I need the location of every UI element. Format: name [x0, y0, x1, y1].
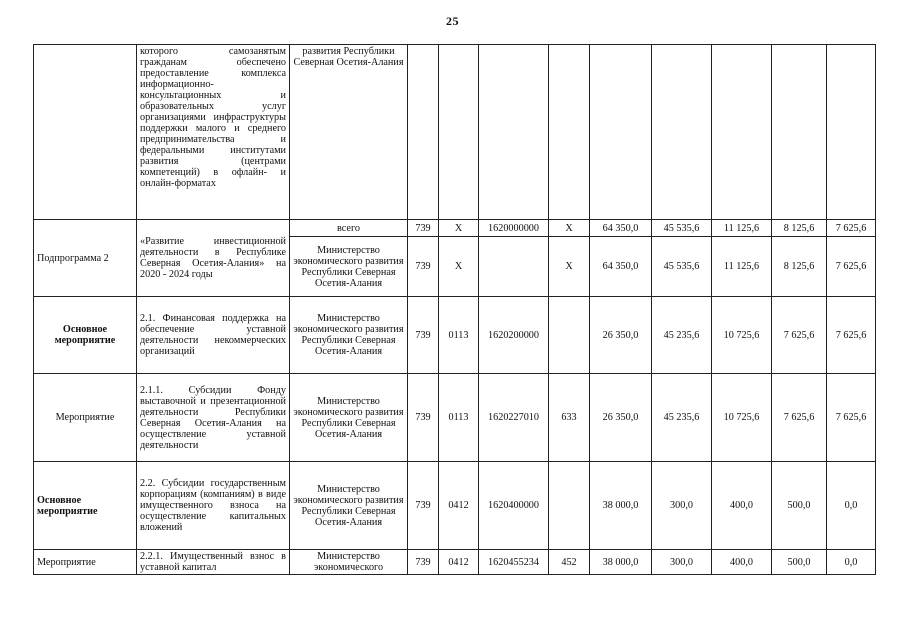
- rzpr-cell: 0412: [439, 462, 479, 550]
- vr-cell: X: [549, 220, 590, 237]
- budget-table: [33, 44, 876, 575]
- table-row: [34, 297, 876, 374]
- csr-cell: 1620455234: [479, 550, 549, 575]
- executor-cell: развития Республики Северная Осетия-Алания: [290, 45, 408, 220]
- value-cell: 500,0: [772, 462, 827, 550]
- value-cell: 400,0: [712, 462, 772, 550]
- value-cell: 0,0: [827, 550, 876, 575]
- grbs-cell: 739: [408, 220, 439, 237]
- value-cell: [712, 45, 772, 220]
- vr-cell: [549, 297, 590, 374]
- row-type-cell: Основное мероприятие: [34, 462, 137, 550]
- table-row: [34, 550, 876, 575]
- value-cell: 45 235,6: [652, 297, 712, 374]
- value-cell: 64 350,0: [590, 220, 652, 237]
- rzpr-cell: [439, 45, 479, 220]
- value-cell: 500,0: [772, 550, 827, 575]
- value-cell: [827, 45, 876, 220]
- value-cell: [590, 45, 652, 220]
- rzpr-cell: 0412: [439, 550, 479, 575]
- vr-cell: 452: [549, 550, 590, 575]
- value-cell: 38 000,0: [590, 550, 652, 575]
- value-cell: 45 235,6: [652, 374, 712, 462]
- vr-cell: [549, 45, 590, 220]
- grbs-cell: 739: [408, 237, 439, 297]
- value-cell: 8 125,6: [772, 220, 827, 237]
- description-cell: 2.2. Субсидии государственным корпорациям (компаниям) в виде имущественного взноса на осуществление капитальных вложений: [137, 462, 290, 550]
- description-cell: «Развитие инвестиционной деятельности в Республике Северная Осетия-Алания» на 2020 - 2024 годы: [137, 220, 290, 297]
- value-cell: [652, 45, 712, 220]
- value-cell: 26 350,0: [590, 297, 652, 374]
- csr-cell: 1620200000: [479, 297, 549, 374]
- rzpr-cell: X: [439, 237, 479, 297]
- value-cell: 7 625,6: [772, 297, 827, 374]
- description-cell: 2.1.1. Субсидии Фонду выставочной и презентационной деятельности Республики Северная Осетия-Алания на осуществление уставной деятельности: [137, 374, 290, 462]
- row-type-cell: Мероприятие: [34, 374, 137, 462]
- vr-cell: X: [549, 237, 590, 297]
- value-cell: 64 350,0: [590, 237, 652, 297]
- executor-cell: Министерство экономического развития Республики Северная Осетия-Алания: [290, 462, 408, 550]
- page-number: 25: [446, 14, 459, 28]
- value-cell: 7 625,6: [827, 374, 876, 462]
- grbs-cell: [408, 45, 439, 220]
- row-type-cell: [34, 45, 137, 220]
- value-cell: 7 625,6: [827, 220, 876, 237]
- row-type-cell: Мероприятие: [34, 550, 137, 575]
- csr-cell: 1620227010: [479, 374, 549, 462]
- csr-cell: [479, 45, 549, 220]
- value-cell: 7 625,6: [827, 297, 876, 374]
- grbs-cell: 739: [408, 297, 439, 374]
- value-cell: [772, 45, 827, 220]
- row-type-cell: Подпрограмма 2: [34, 220, 137, 297]
- value-cell: 0,0: [827, 462, 876, 550]
- executor-cell: Министерство экономического развития Республики Северная Осетия-Алания: [290, 297, 408, 374]
- rzpr-cell: 0113: [439, 374, 479, 462]
- value-cell: 11 125,6: [712, 220, 772, 237]
- executor-cell: Министерство экономического развития Республики Северная Осетия-Алания: [290, 374, 408, 462]
- value-cell: 400,0: [712, 550, 772, 575]
- csr-cell: 1620000000: [479, 220, 549, 237]
- table-row: [34, 220, 876, 237]
- csr-cell: 1620400000: [479, 462, 549, 550]
- value-cell: 45 535,6: [652, 220, 712, 237]
- row-type-cell: Основное мероприятие: [34, 297, 137, 374]
- value-cell: 10 725,6: [712, 297, 772, 374]
- description-cell: 2.1. Финансовая поддержка на обеспечение уставной деятельности некоммерческих организаций: [137, 297, 290, 374]
- executor-cell: Министерство экономического: [290, 550, 408, 575]
- value-cell: 38 000,0: [590, 462, 652, 550]
- description-cell: которого самозанятым гражданам обеспечено предоставление комплекса информационно-консультационных и образовательных услуг организациями инфраструктуры поддержки малого и среднего предпринимательства и федеральными институтами развития (центрами компетенций) в офлайн- и онлайн-форматах: [137, 45, 290, 220]
- value-cell: 7 625,6: [827, 237, 876, 297]
- rzpr-cell: 0113: [439, 297, 479, 374]
- value-cell: 300,0: [652, 550, 712, 575]
- value-cell: 26 350,0: [590, 374, 652, 462]
- table-row: [34, 374, 876, 462]
- value-cell: 10 725,6: [712, 374, 772, 462]
- table-row: [34, 45, 876, 220]
- rzpr-cell: X: [439, 220, 479, 237]
- value-cell: 300,0: [652, 462, 712, 550]
- executor-cell: Министерство экономического развития Республики Северная Осетия-Алания: [290, 237, 408, 297]
- value-cell: 8 125,6: [772, 237, 827, 297]
- value-cell: 7 625,6: [772, 374, 827, 462]
- grbs-cell: 739: [408, 462, 439, 550]
- executor-cell: всего: [290, 220, 408, 237]
- description-cell: 2.2.1. Имущественный взнос в уставной капитал: [137, 550, 290, 575]
- vr-cell: 633: [549, 374, 590, 462]
- table-row: [34, 462, 876, 550]
- csr-cell: [479, 237, 549, 297]
- grbs-cell: 739: [408, 374, 439, 462]
- vr-cell: [549, 462, 590, 550]
- value-cell: 45 535,6: [652, 237, 712, 297]
- grbs-cell: 739: [408, 550, 439, 575]
- value-cell: 11 125,6: [712, 237, 772, 297]
